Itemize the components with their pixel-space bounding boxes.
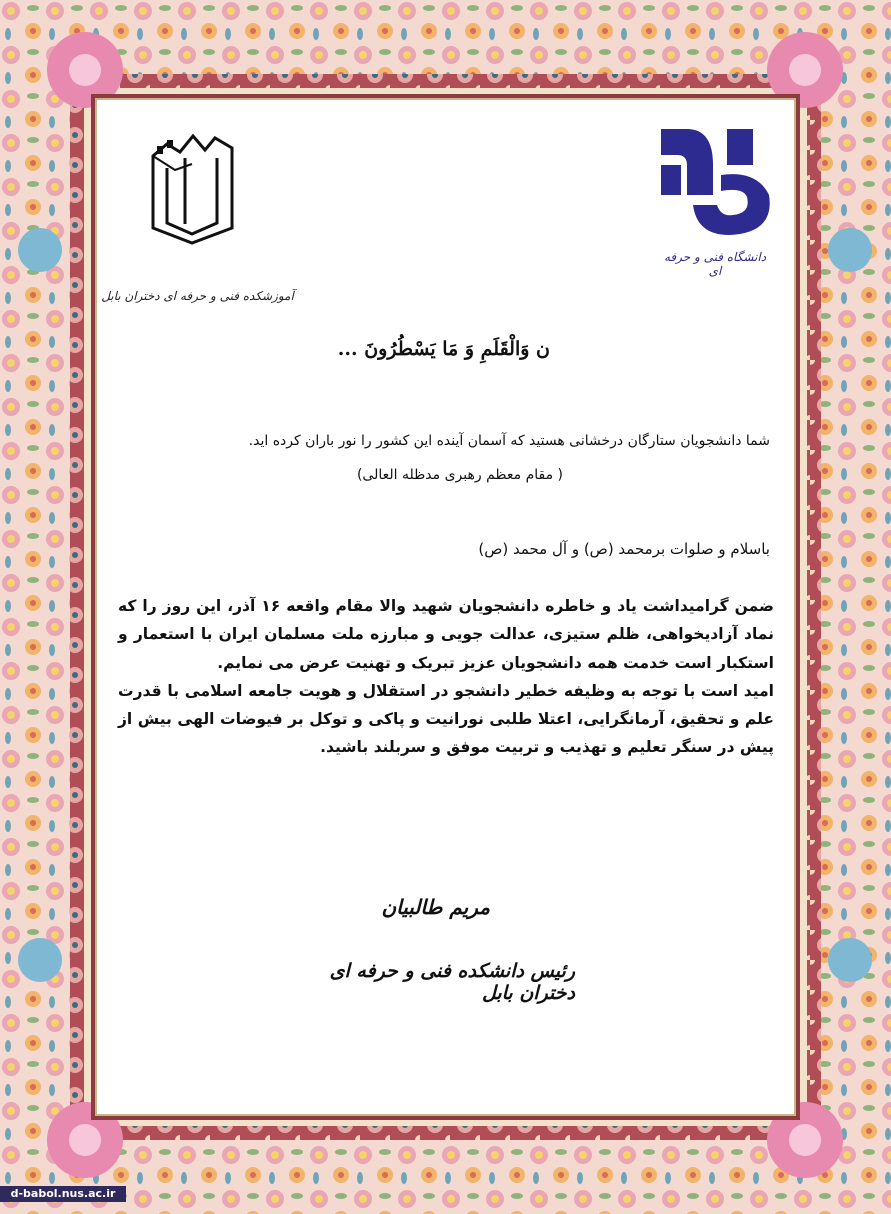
message-body <box>118 592 774 762</box>
message-paragraph-1: ضمن گرامیداشت یاد و خاطره دانشجویان شهید والا مقام واقعه ۱۶ آذر، این روز را که نماد آزادیخواهی، ظلم ستیزی، عدالت جویی و مبارزه ملت مسلمان ایران با استعمار و استکبار است خدمت همه دانشجویان عزیز تبریک و تهنیت عرض می نمایم. <box>118 597 774 672</box>
signatory-name: مریم طالبیان <box>381 895 490 919</box>
leader-quote: شما دانشجویان ستارگان درخشانی هستید که آسمان آینده این کشور را نور باران کرده اید. <box>248 433 770 449</box>
website-badge: d-babol.nus.ac.ir <box>0 1186 126 1202</box>
quran-verse: ن وَالْقَلَمِ وَ مَا یَسْطُرُونَ ... <box>337 338 550 360</box>
greeting-line: باسلام و صلوات برمحمد (ص) و آل محمد (ص) <box>478 540 770 558</box>
college-logo-caption: آموزشکده فنی و حرفه ای دختران بابل <box>101 289 294 303</box>
quote-source: ( مقام معظم رهبری مدظله العالی) <box>356 467 564 483</box>
university-logo-icon <box>657 125 775 240</box>
university-logo-caption: دانشگاه فنی و حرفه ای <box>663 250 767 278</box>
message-paragraph-2: امید است با توجه به وظیفه خطیر دانشجو در استقلال و هویت جامعه اسلامی با قدرت علم و تحقیق، آرمانگرایی، اعتلا طلبی نورانیت و پاکی و توکل بر فیوضات الهی بیش از پیش در سنگر تعلیم و تهذیب و تربیت موفق و سربلند باشید. <box>118 681 774 757</box>
college-logo-icon <box>145 128 240 246</box>
signatory-title: رئیس دانشکده فنی و حرفه ای دختران بابل <box>329 960 575 1004</box>
